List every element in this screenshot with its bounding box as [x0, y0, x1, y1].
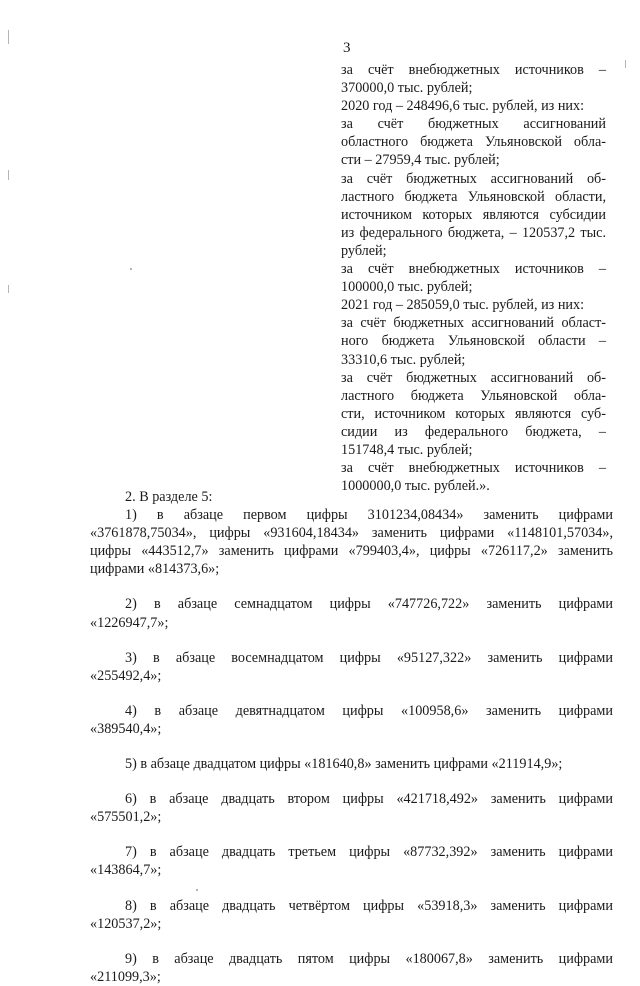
text-line: за счёт бюджетных ассигнований област-: [341, 315, 606, 332]
text-line: сти – 27959,4 тыс. рублей;: [341, 152, 500, 169]
section-heading: 2. В разделе 5:: [125, 489, 213, 505]
text-line: сти, источником которых являются суб-: [341, 405, 606, 422]
amendment-item-9-line: «211099,3»;: [90, 968, 161, 985]
amendments-section: [90, 488, 613, 986]
amendment-item-2-line: 2) в абзаце семнадцатом цифры «747726,722» заменить цифрами: [125, 596, 613, 613]
text-line: за счёт бюджетных ассигнований об-: [341, 369, 606, 386]
scan-mark: [8, 285, 9, 293]
text-line: 33310,6 тыс. рублей;: [341, 351, 466, 368]
text-line: 370000,0 тыс. рублей;: [341, 80, 473, 97]
text-line: сидии из федерального бюджета, –: [341, 423, 606, 440]
amendment-item-5-line: 5) в абзаце двадцатом цифры «181640,8» заменить цифрами «211914,9»;: [125, 756, 563, 773]
text-line: 151748,4 тыс. рублей;: [341, 441, 473, 458]
text-line: за счёт внебюджетных источников –: [341, 460, 606, 477]
amendment-item-1-line: 1) в абзаце первом цифры 3101234,08434» заменить цифрами: [125, 507, 613, 524]
paragraph-spacer: [90, 578, 613, 595]
text-line: за счёт бюджетных ассигнований: [341, 116, 606, 133]
text-line: 1000000,0 тыс. рублей.».: [341, 478, 490, 495]
amendment-item-8-line: «120537,2»;: [90, 915, 162, 932]
amendment-item-4-line: 4) в абзаце девятнадцатом цифры «100958,6» заменить цифрами: [125, 702, 613, 719]
page-number: 3: [343, 40, 351, 56]
text-line: рублей;: [341, 242, 387, 259]
paragraph-spacer: [90, 826, 613, 843]
paragraph-spacer: [90, 632, 613, 649]
scan-mark: [8, 30, 9, 44]
text-line: из федерального бюджета, – 120537,2 тыс.: [341, 224, 606, 241]
amendment-item-6-line: «575501,2»;: [90, 809, 162, 826]
scan-mark: [8, 170, 9, 180]
text-line: за счёт внебюджетных источников –: [341, 62, 606, 78]
amendment-item-1-line: цифры «443512,7» заменить цифрами «799403,4», цифры «726117,2» заменить: [90, 543, 613, 560]
text-line: 2021 год – 285059,0 тыс. рублей, из них:: [341, 297, 585, 314]
paragraph-spacer: [90, 685, 613, 702]
amendment-item-1-line: «3761878,75034», цифры «931604,18434» заменить цифрами «1148101,57034»,: [90, 525, 613, 542]
amendment-item-4-line: «389540,4»;: [90, 720, 162, 737]
amendment-item-7-line: «143864,7»;: [90, 862, 162, 879]
amendment-item-9-line: 9) в абзаце двадцать пятом цифры «180067,8» заменить цифрами: [125, 950, 613, 967]
amendment-item-6-line: 6) в абзаце двадцать втором цифры «421718,492» заменить цифрами: [125, 791, 613, 808]
amendment-item-3-line: «255492,4»;: [90, 667, 162, 684]
text-line: 100000,0 тыс. рублей;: [341, 279, 473, 296]
amendment-item-8-line: 8) в абзаце двадцать четвёртом цифры «53918,3» заменить цифрами: [125, 897, 613, 914]
text-line: областного бюджета Ульяновской обла-: [341, 134, 606, 151]
text-line: за счёт внебюджетных источников –: [341, 261, 606, 278]
amendment-item-3-line: 3) в абзаце восемнадцатом цифры «95127,322» заменить цифрами: [125, 649, 613, 666]
paragraph-spacer: [90, 880, 613, 897]
text-line: ластного бюджета Ульяновской обла-: [341, 387, 606, 404]
scan-mark: [625, 60, 626, 68]
scan-mark: [130, 268, 132, 270]
text-line: 2020 год – 248496,6 тыс. рублей, из них:: [341, 98, 585, 115]
amendment-item-1-line: цифрами «814373,6»;: [90, 561, 220, 578]
text-line: ластного бюджета Ульяновской области,: [341, 188, 606, 205]
text-line: источником которых являются субсидии: [341, 206, 606, 223]
text-line: ного бюджета Ульяновской области –: [341, 333, 606, 350]
text-line: за счёт бюджетных ассигнований об-: [341, 170, 606, 187]
amendment-item-7-line: 7) в абзаце двадцать третьем цифры «87732,392» заменить цифрами: [125, 844, 613, 861]
paragraph-spacer: [90, 933, 613, 950]
amendment-item-2-line: «1226947,7»;: [90, 614, 169, 631]
paragraph-spacer: [90, 738, 613, 755]
paragraph-spacer: [90, 773, 613, 790]
funding-breakdown-column: [341, 61, 606, 495]
